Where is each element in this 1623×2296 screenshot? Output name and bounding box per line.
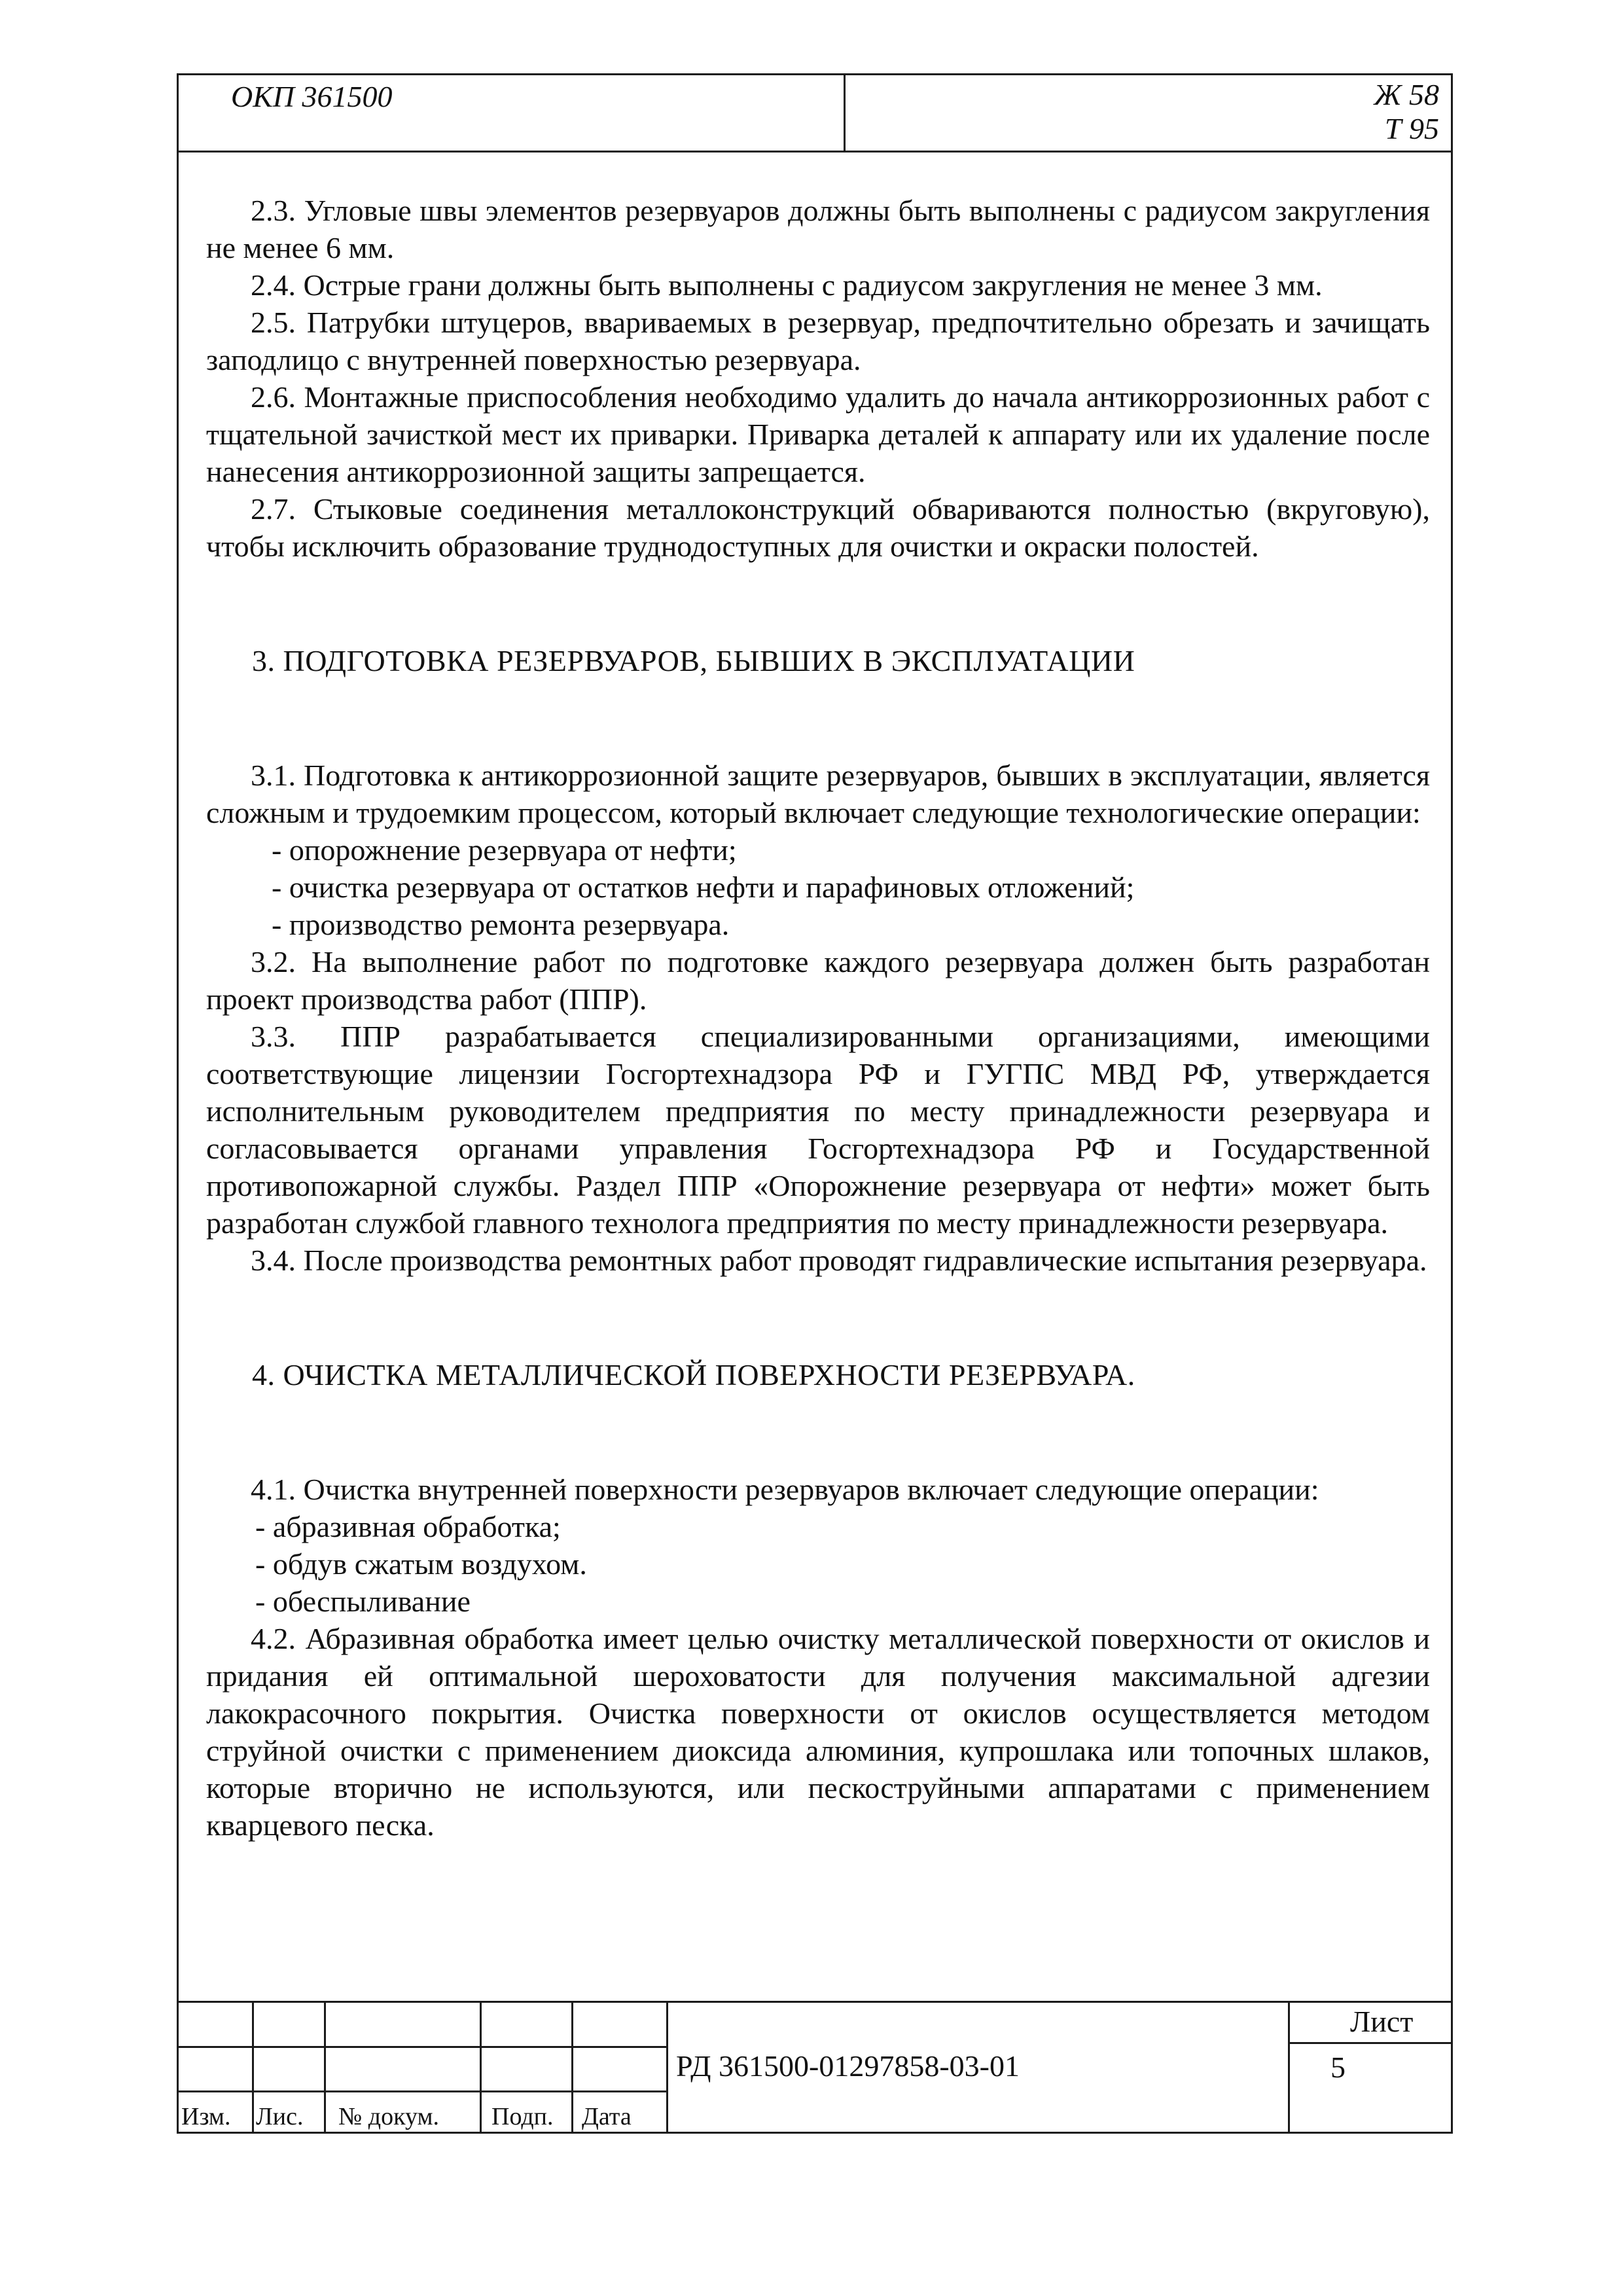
- stamp-label-podp: Подп.: [491, 2103, 554, 2130]
- paragraph-4-2: 4.2. Абразивная обработка имеет целью очистку металлической поверхности от окислов и придания ей оптимальной шероховатости для получения максимальной адгезии лакокрасочного покрытия. Очистка поверхности от окислов осуществляется методом струйной очистки с применением диоксида алюминия, купрошлака или топочных шлаков, которые вторично не используются, или пескоструйными аппаратами с применением кварцевого песка.: [206, 1622, 1430, 1842]
- paragraph-2-3: 2.3. Угловые швы элементов резервуаров должны быть выполнены с радиусом закругления не менее 6 мм.: [206, 194, 1430, 264]
- list-item: - абразивная обработка;: [255, 1510, 561, 1543]
- list-item: - обдув сжатым воздухом.: [255, 1547, 587, 1581]
- section-3-title: 3. ПОДГОТОВКА РЕЗЕРВУАРОВ, БЫВШИХ В ЭКСПЛУАТАЦИИ: [252, 644, 1135, 677]
- code-2: Т 95: [1384, 112, 1439, 145]
- sheet-number: 5: [1330, 2051, 1346, 2084]
- okp-code: ОКП 361500: [231, 80, 393, 113]
- list-item: - опорожнение резервуара от нефти;: [272, 833, 737, 867]
- sheet-label: Лист: [1350, 2005, 1414, 2038]
- list-item: - очистка резервуара от остатков нефти и парафиновых отложений;: [272, 870, 1135, 904]
- paragraph-2-6: 2.6. Монтажные приспособления необходимо удалить до начала антикоррозионных работ с тщательной зачисткой мест их приварки. Приварка деталей к аппарату или их удаление после нанесения антикоррозионной защиты запрещается.: [206, 380, 1430, 488]
- document-number: РД 361500-01297858-03-01: [676, 2049, 1020, 2083]
- paragraph-3-2: 3.2. На выполнение работ по подготовке каждого резервуара должен быть разработан проект производства работ (ППР).: [206, 945, 1430, 1016]
- document-body: [206, 192, 1430, 1844]
- list-item: - производство ремонта резервуара.: [272, 908, 730, 941]
- paragraph-3-1: 3.1. Подготовка к антикоррозионной защите резервуаров, бывших в эксплуатации, является сложным и трудоемким процессом, который включает следующие технологические операции:: [206, 759, 1430, 829]
- title-block-stamp: [179, 2001, 1451, 2134]
- stamp-label-lis: Лис.: [256, 2103, 304, 2130]
- stamp-label-data: Дата: [582, 2103, 632, 2130]
- stamp-label-izm: Изм.: [181, 2103, 231, 2130]
- paragraph-2-5: 2.5. Патрубки штуцеров, ввариваемых в резервуар, предпочтительно обрезать и зачищать заподлицо с внутренней поверхностью резервуара.: [206, 306, 1430, 376]
- page-frame: [177, 73, 1453, 2134]
- paragraph-2-7: 2.7. Стыковые соединения металлоконструкций обвариваются полностью (вкруговую), чтобы исключить образование труднодоступных для очистки и окраски полостей.: [206, 492, 1430, 563]
- document-header: [179, 75, 1451, 152]
- classification-codes: [1374, 78, 1439, 146]
- paragraph-4-1: 4.1. Очистка внутренней поверхности резервуаров включает следующие операции:: [251, 1473, 1319, 1506]
- header-divider: [844, 75, 846, 152]
- paragraph-3-4: 3.4. После производства ремонтных работ проводят гидравлические испытания резервуара.: [251, 1244, 1427, 1277]
- paragraph-2-4: 2.4. Острые грани должны быть выполнены с радиусом закругления не менее 3 мм.: [251, 268, 1323, 302]
- list-item: - обеспыливание: [255, 1585, 471, 1618]
- section-4-title: 4. ОЧИСТКА МЕТАЛЛИЧЕСКОЙ ПОВЕРХНОСТИ РЕЗЕРВУАРА.: [252, 1358, 1135, 1391]
- stamp-label-dokum: № докум.: [338, 2103, 440, 2130]
- paragraph-3-3: 3.3. ППР разрабатывается специализированными организациями, имеющими соответствующие лицензии Госгортехнадзора РФ и ГУГПС МВД РФ, утверждается исполнительным руководителем предприятия по месту принадлежности резервуара и согласовывается органами управления Госгортехнадзора РФ и Государственной противопожарной службы. Раздел ППР «Опорожнение резервуара от нефти» может быть разработан службой главного технолога предприятия по месту принадлежности резервуара.: [206, 1020, 1430, 1240]
- code-1: Ж 58: [1374, 78, 1439, 111]
